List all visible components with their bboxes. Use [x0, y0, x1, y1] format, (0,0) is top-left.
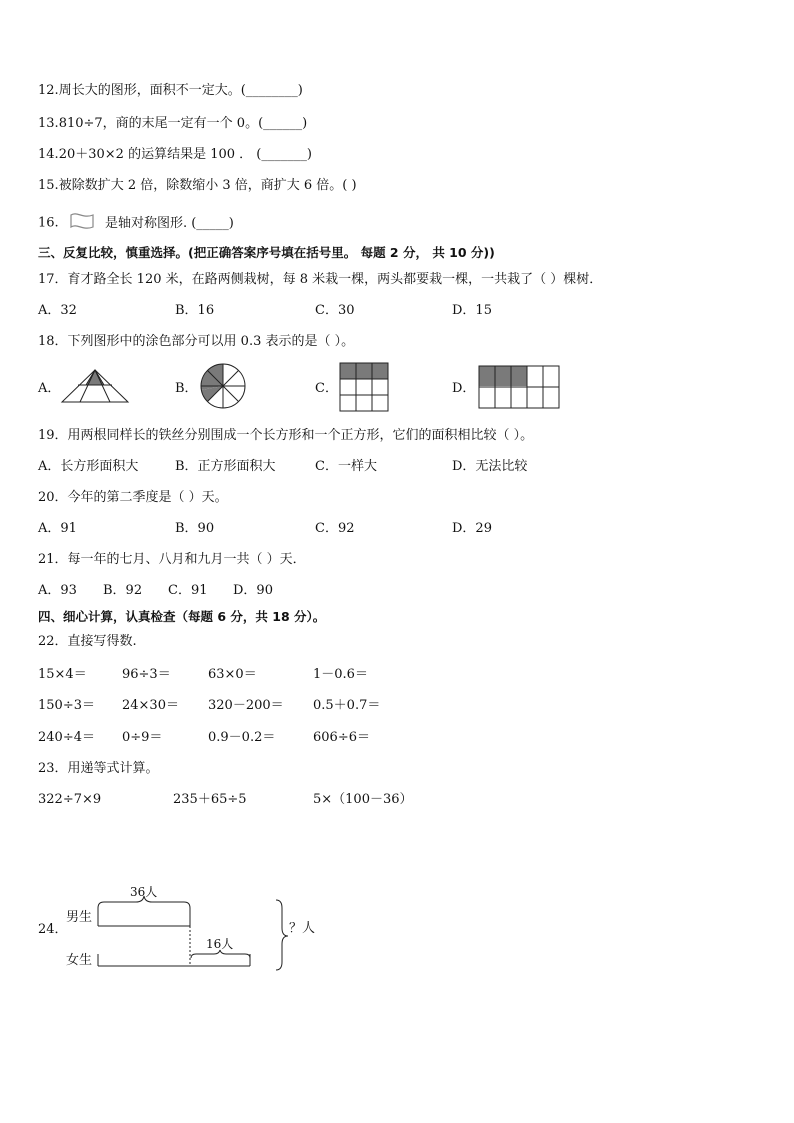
wave-shape-icon [67, 211, 97, 231]
q17-option-d[interactable]: D．15 [452, 303, 492, 318]
q20-option-a[interactable]: A．91 [38, 521, 77, 536]
q17-option-c[interactable]: C．30 [315, 303, 355, 318]
q20-option-d[interactable]: D．29 [452, 521, 492, 536]
q24-boys-label: 男生 [66, 910, 93, 925]
q24-number: 24． [38, 922, 68, 937]
q22-item: 0÷9＝ [122, 730, 163, 745]
q22-item: 606÷6＝ [313, 730, 370, 745]
q22-item: 240÷4＝ [38, 730, 95, 745]
q21-stem: 21．每一年的七月、八月和九月一共（ ）天． [38, 552, 306, 567]
q19-option-c[interactable]: C．一样大 [315, 459, 377, 474]
q23-stem: 23．用递等式计算。 [38, 761, 159, 776]
q24-line-diagram [96, 896, 296, 986]
q24-boys-count: 36人 [130, 885, 158, 899]
q24-total-label: ？人 [289, 921, 316, 936]
q20-stem: 20．今年的第二季度是（ ）天。 [38, 490, 228, 505]
q19-stem: 19．用两根同样长的铁丝分别围成一个长方形和一个正方形，它们的面积相比较（ ）。 [38, 428, 534, 443]
q22-item: 24×30＝ [122, 698, 179, 713]
q18-stem: 18．下列图形中的涂色部分可以用 0.3 表示的是（ ）。 [38, 334, 355, 349]
q18-label-d[interactable]: D． [452, 381, 476, 396]
q17-option-a[interactable]: A．32 [38, 303, 77, 318]
q21-option-b[interactable]: B．92 [103, 583, 143, 598]
q23-item: 5×（100－36） [313, 792, 413, 807]
q22-item: 0.5＋0.7＝ [313, 698, 381, 713]
q22-item: 150÷3＝ [38, 698, 95, 713]
q19-option-d[interactable]: D．无法比较 [452, 459, 528, 474]
q22-item: 96÷3＝ [122, 667, 171, 682]
tf-12: 12.周长大的图形，面积不一定大。(________) [38, 83, 303, 98]
q22-item: 0.9－0.2＝ [208, 730, 276, 745]
q19-option-a[interactable]: A．长方形面积大 [38, 459, 139, 474]
q22-item: 1－0.6＝ [313, 667, 368, 682]
q17-stem: 17．育才路全长 120 米，在路两侧栽树，每 8 米栽一棵，两头都要栽一棵，一共栽了（ ）棵树． [38, 272, 603, 287]
q24-diff-label: 16人 [206, 937, 234, 951]
q18-label-b[interactable]: B． [175, 381, 198, 396]
tf-14: 14.20＋30×2 的运算结果是 100 ． (_______) [38, 147, 312, 162]
q22-item: 320－200＝ [208, 698, 284, 713]
tf-16: 16. 是轴对称图形. (_____) [38, 213, 234, 233]
q22-item: 63×0＝ [208, 667, 257, 682]
q22-stem: 22．直接写得数. [38, 634, 137, 649]
q18-label-c[interactable]: C． [315, 381, 338, 396]
q21-option-c[interactable]: C．91 [168, 583, 208, 598]
q20-option-b[interactable]: B．90 [175, 521, 215, 536]
tf-13: 13.810÷7，商的末尾一定有一个 0。(______) [38, 116, 308, 131]
q23-item: 235＋65÷5 [173, 792, 247, 807]
q18-grid-figure [339, 362, 389, 412]
tf-15: 15.被除数扩大 2 倍，除数缩小 3 倍，商扩大 6 倍。( ) [38, 178, 357, 193]
section-3-title: 三、反复比较，慎重选择。(把正确答案序号填在括号里。 每题 2 分， 共 10 分)) [38, 245, 495, 260]
q19-option-b[interactable]: B．正方形面积大 [175, 459, 276, 474]
q21-option-a[interactable]: A．93 [38, 583, 77, 598]
q23-item: 322÷7×9 [38, 792, 102, 807]
q20-option-c[interactable]: C．92 [315, 521, 355, 536]
q17-option-b[interactable]: B．16 [175, 303, 215, 318]
q21-option-d[interactable]: D．90 [233, 583, 273, 598]
q18-circle-figure [200, 363, 246, 409]
q18-triangle-figure [60, 368, 130, 404]
q24-girls-label: 女生 [66, 953, 93, 968]
q18-bar-figure [478, 365, 560, 409]
q22-item: 15×4＝ [38, 667, 87, 682]
section-4-title: 四、细心计算，认真检查（每题 6 分，共 18 分）。 [38, 609, 326, 624]
q18-label-a[interactable]: A． [38, 381, 61, 396]
